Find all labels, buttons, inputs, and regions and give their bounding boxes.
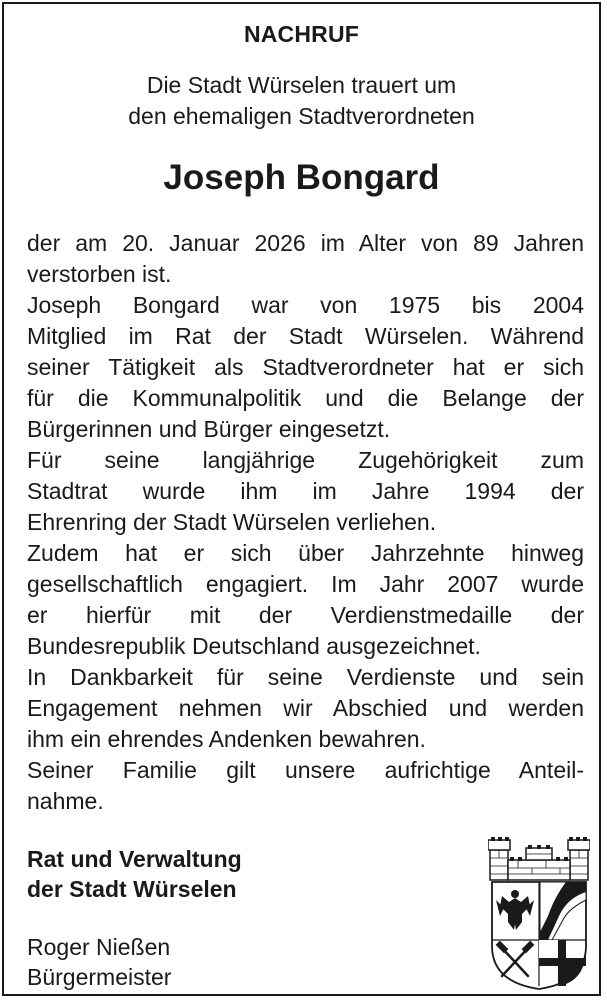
body-line: für die Kommunalpolitik und die Belange der [27, 385, 584, 411]
wuerselen-coat-of-arms-icon [488, 836, 590, 991]
body-line: er hierfür mit der Verdienstmedaille der [27, 602, 584, 628]
body-line: Zudem hat er sich über Jahrzehnte hinweg [27, 540, 584, 566]
body-line: gesellschaftlich engagiert. Im Jahr 2007 wurde [27, 571, 584, 597]
intro-line-1: Die Stadt Würselen trauert um [146, 72, 457, 98]
mayor-block [27, 932, 171, 992]
obituary-body [27, 228, 584, 817]
body-line: verstorben ist. [27, 261, 172, 287]
signature-block [27, 844, 242, 904]
body-line: Bürgerinnen und Bürger eingesetzt. [27, 416, 391, 442]
signature-line-2: der Stadt Würselen [27, 876, 237, 902]
body-line: ihm ein ehrendes Andenken bewahren. [27, 726, 426, 752]
body-line: Seiner Familie gilt unsere aufrichtige Anteil- [27, 757, 584, 783]
body-line: Ehrenring der Stadt Würselen verliehen. [27, 509, 437, 535]
mayor-title: Bürgermeister [27, 964, 172, 990]
body-line: Stadtrat wurde ihm im Jahre 1994 der [27, 478, 584, 504]
body-line: der am 20. Januar 2026 im Alter von 89 Jahren [27, 230, 584, 256]
signature-line-1: Rat und Verwaltung [27, 846, 242, 872]
body-line: Bundesrepublik Deutschland ausgezeichnet. [27, 633, 481, 659]
intro-line-2: den ehemaligen Stadtverordneten [128, 103, 475, 129]
body-line: nahme. [27, 788, 104, 814]
body-line: In Dankbarkeit für seine Verdienste und sein [27, 664, 584, 690]
body-line: Joseph Bongard war von 1975 bis 2004 [27, 292, 584, 318]
intro-text [4, 70, 599, 132]
mayor-name: Roger Nießen [27, 934, 171, 960]
deceased-name: Joseph Bongard [163, 158, 440, 197]
obituary-frame [2, 2, 601, 996]
body-line: Mitglied im Rat der Stadt Würselen. Während [27, 323, 584, 349]
body-line: Engagement nehmen wir Abschied und werden [27, 695, 584, 721]
body-line: Für seine langjährige Zugehörigkeit zum [27, 447, 584, 473]
body-line: seiner Tätigkeit als Stadtverordneter hat er sich [27, 354, 584, 380]
notice-heading: NACHRUF [243, 21, 360, 47]
